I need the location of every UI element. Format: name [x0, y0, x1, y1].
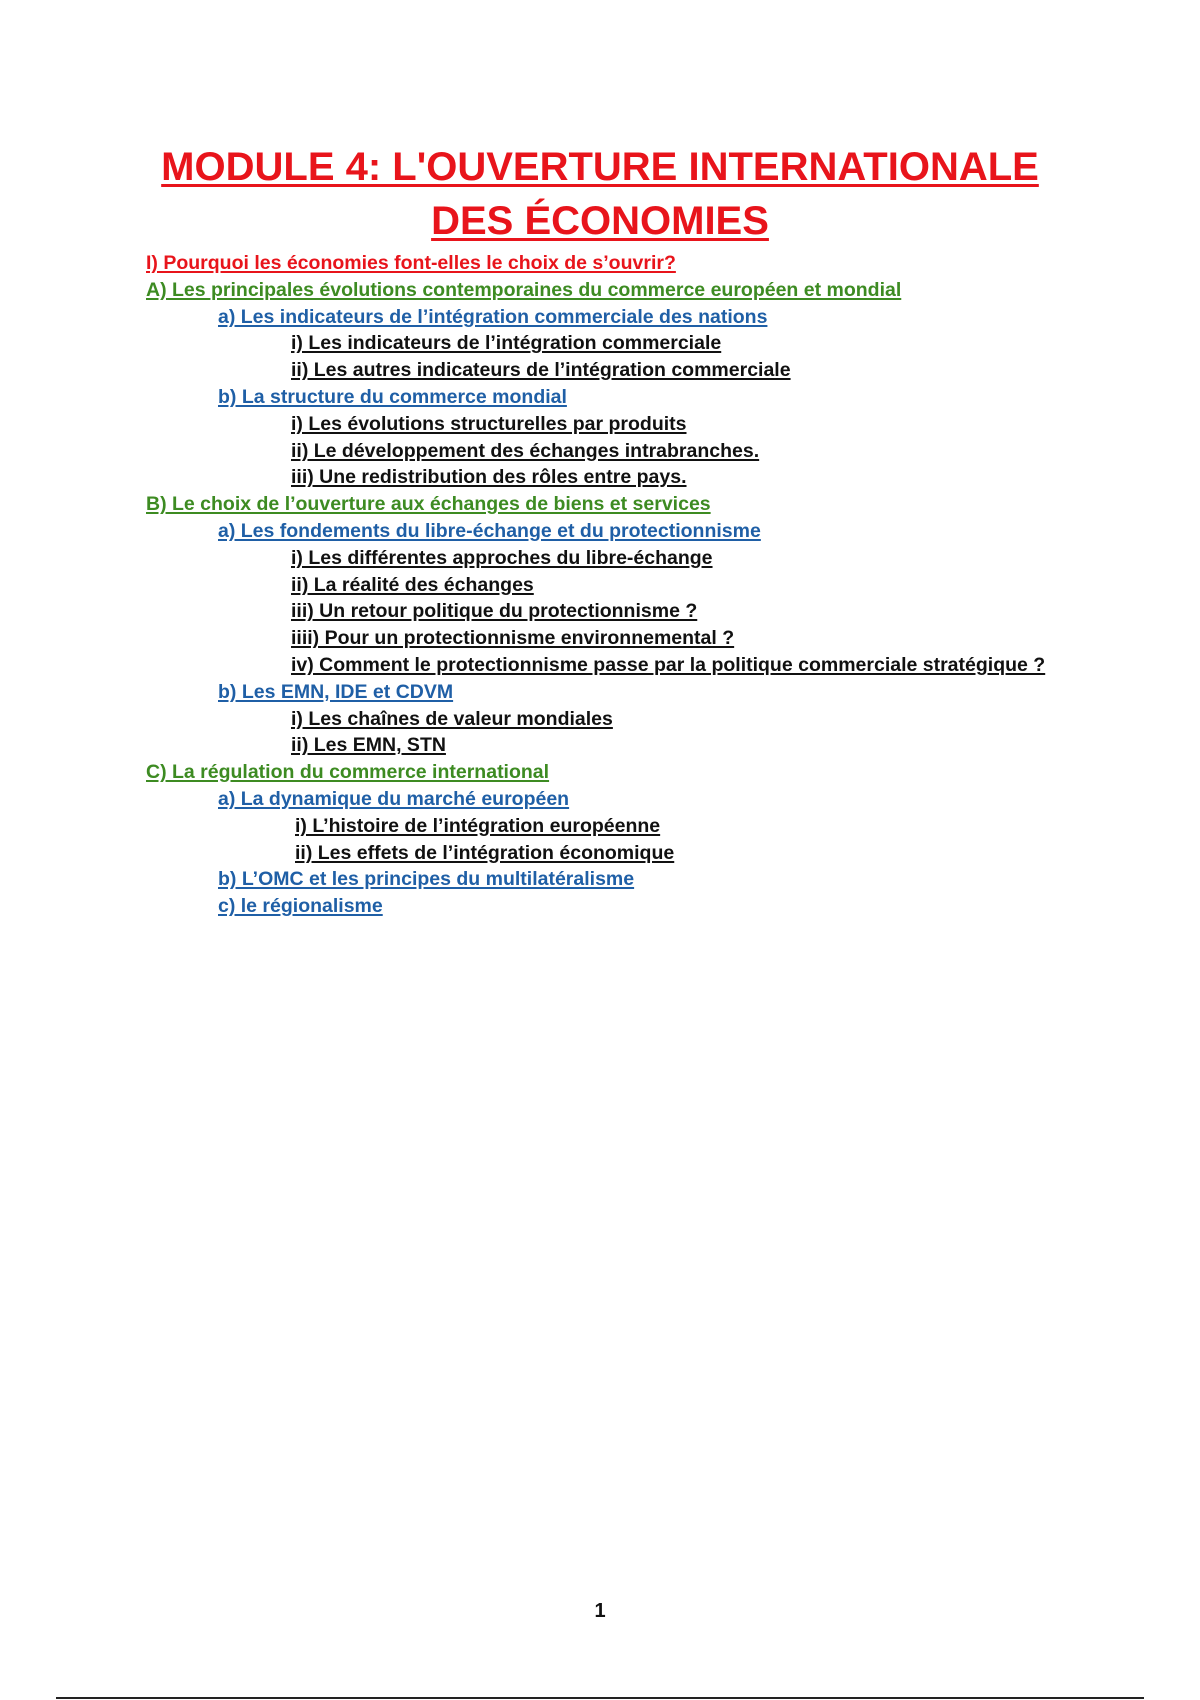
toc-item[interactable]: iii) Un retour politique du protectionnisme ? [291, 600, 698, 623]
toc-item[interactable]: i) Les différentes approches du libre-échange [291, 546, 713, 569]
toc-item[interactable]: i) Les chaînes de valeur mondiales [291, 707, 613, 730]
bottom-divider [56, 1697, 1144, 1699]
table-of-contents [0, 250, 1200, 920]
toc-item[interactable]: i) L’histoire de l’intégration européenne [295, 814, 661, 837]
toc-section-b[interactable]: B) Le choix de l’ouverture aux échanges de biens et services [146, 493, 711, 516]
toc-subsection-b-b[interactable]: b) Les EMN, IDE et CDVM [218, 680, 454, 703]
toc-item[interactable]: iii) Une redistribution des rôles entre pays. [291, 466, 687, 489]
toc-item[interactable]: ii) Les effets de l’intégration économique [295, 841, 675, 864]
toc-section-a[interactable]: A) Les principales évolutions contemporaines du commerce européen et mondial [146, 278, 902, 301]
toc-heading-part-1[interactable]: I) Pourquoi les économies font-elles le choix de s’ouvrir? [146, 252, 676, 274]
toc-subsection-c-b[interactable]: b) L’OMC et les principes du multilatéralisme [218, 868, 635, 891]
title-line-2: DES ÉCONOMIES [431, 199, 769, 243]
toc-subsection-c-c[interactable]: c) le régionalisme [218, 895, 383, 918]
toc-item[interactable]: ii) Les autres indicateurs de l’intégration commerciale [291, 359, 791, 382]
toc-item[interactable]: i) Les indicateurs de l’intégration commerciale [291, 332, 722, 355]
toc-subsection-a-a[interactable]: a) Les indicateurs de l’intégration commerciale des nations [218, 305, 768, 328]
toc-item[interactable]: iiii) Pour un protectionnisme environnemental ? [291, 627, 735, 650]
toc-subsection-c-a[interactable]: a) La dynamique du marché européen [218, 787, 570, 810]
page-number: 1 [594, 1600, 606, 1622]
toc-item[interactable]: ii) Le développement des échanges intrabranches. [291, 439, 760, 462]
document-title [0, 140, 1200, 248]
toc-item[interactable]: i) Les évolutions structurelles par produits [291, 412, 687, 435]
title-line-1: MODULE 4: L'OUVERTURE INTERNATIONALE [161, 145, 1039, 189]
toc-section-c[interactable]: C) La régulation du commerce international [146, 761, 550, 784]
toc-subsection-a-b[interactable]: b) La structure du commerce mondial [218, 385, 567, 408]
toc-item[interactable]: ii) La réalité des échanges [291, 573, 534, 596]
toc-subsection-b-a[interactable]: a) Les fondements du libre-échange et du protectionnisme [218, 519, 761, 542]
toc-item[interactable]: iv) Comment le protectionnisme passe par la politique commerciale stratégique ? [291, 653, 1046, 676]
toc-item[interactable]: ii) Les EMN, STN [291, 734, 446, 757]
